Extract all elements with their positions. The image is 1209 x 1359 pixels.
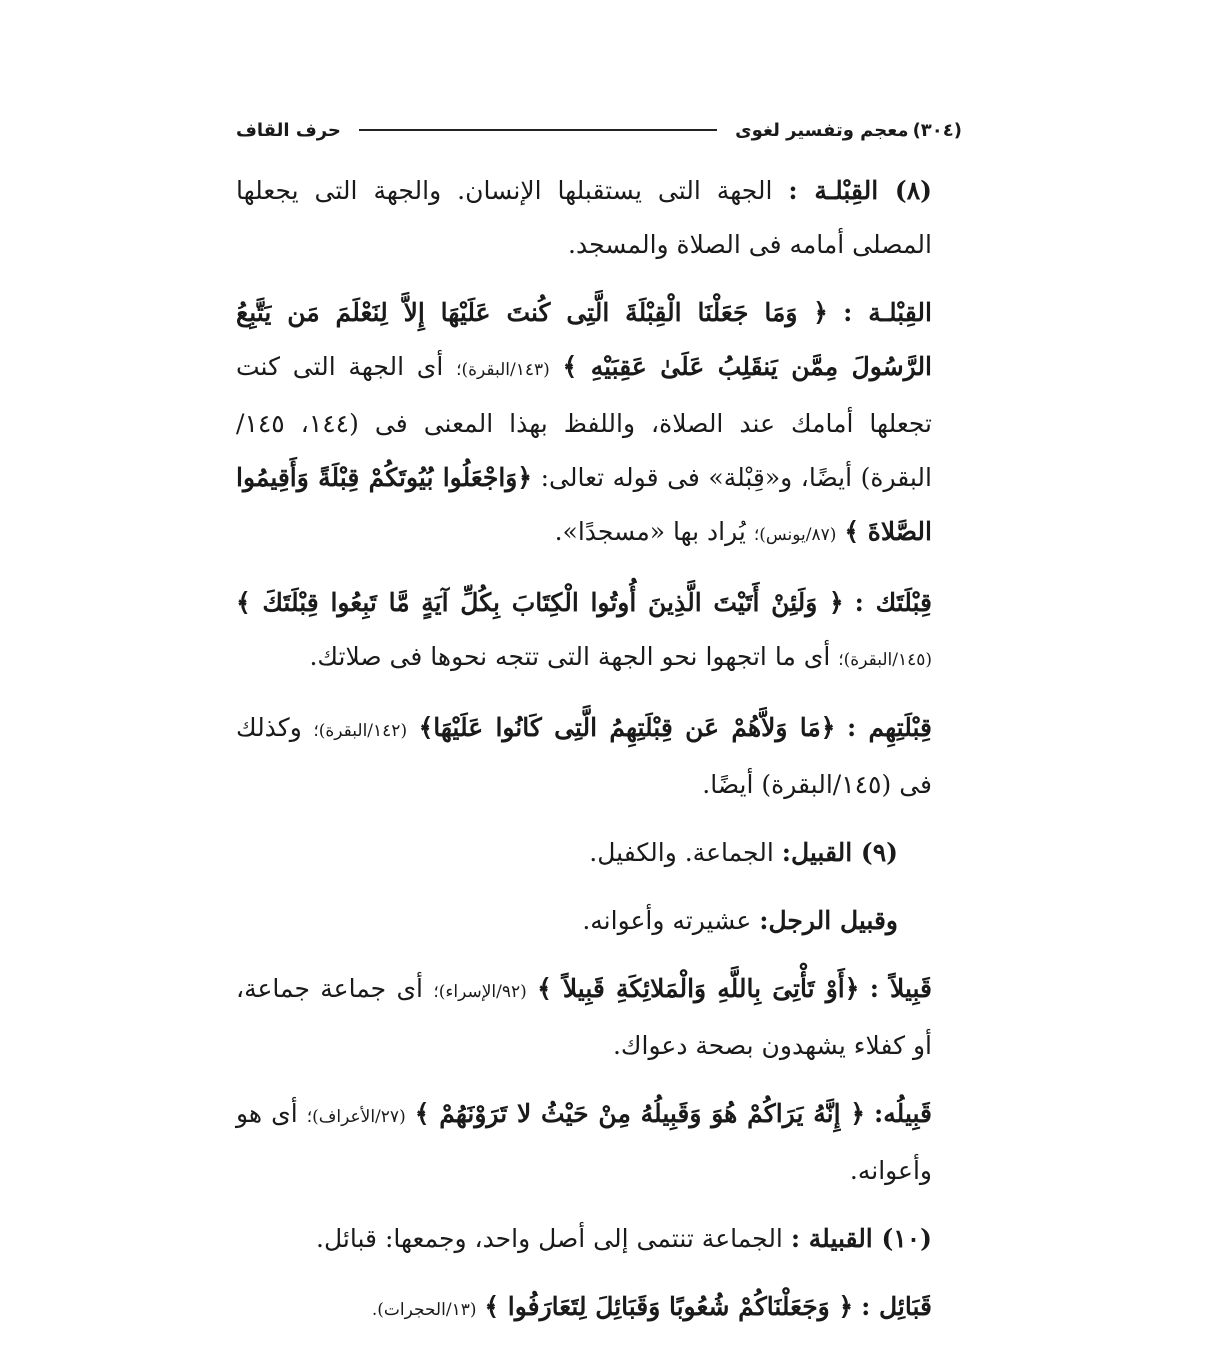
entry-text: عشيرته وأعوانه. — [582, 906, 752, 935]
book-title: معجم وتفسير لغوى — [735, 119, 909, 141]
quran-verse: ﴿أَوْ تَأْتِىَ بِاللَّهِ وَالْمَلائِكَةِ قَبِيلاً ﴾ — [537, 974, 860, 1003]
section-title: حرف القاف — [236, 119, 341, 141]
entry-term: قَبِيلُه: — [874, 1099, 932, 1128]
entry-9 — [236, 826, 962, 880]
verse-reference: (٨٧/يونس)؛ — [753, 525, 837, 545]
header-rule — [359, 129, 717, 131]
header-right — [735, 120, 962, 141]
entry-qabail — [236, 1280, 962, 1337]
quran-verse: ﴿ وَمَا جَعَلْنَا الْقِبْلَةَ الَّتِى كُنتَ عَلَيْهَا إِلاَّ لِنَعْلَمَ مَن يَتَّبِعُ الرَّسُولَ مِمَّن يَنقَلِبُ عَلَىٰ عَقِبَيْهِ ﴾ — [236, 298, 933, 381]
entry-text: يُراد بها «مسجدًا». — [554, 517, 746, 546]
page-number: (٣٠٤) — [912, 119, 962, 141]
quran-verse: ﴿وَاجْعَلُوا بُيُوتَكُمْ قِبْلَةً وَأَقِيمُوا الصَّلاةَ ﴾ — [236, 463, 932, 546]
entry-qibla — [236, 286, 962, 562]
entry-text: أى جماعة جماعة، أو كفلاء يشهدون بصحة دعواك. — [236, 974, 932, 1060]
entry-text: الجماعة. والكفيل. — [589, 838, 774, 867]
entry-qabil-rajul — [236, 894, 962, 948]
entry-term: (٨) القِبْلـة : — [788, 176, 932, 205]
entry-text: أى ما اتجهوا نحو الجهة التى تتجه نحوها فى صلاتك. — [309, 642, 831, 671]
quran-verse: ﴿ إِنَّهُ يَرَاكُمْ هُوَ وَقَبِيلُهُ مِنْ حَيْثُ لا تَرَوْنَهُمْ ﴾ — [414, 1099, 865, 1128]
entry-qabilan — [236, 962, 962, 1073]
quran-verse: ﴿ وَجَعَلْنَاكُمْ شُعُوبًا وَقَبَائِلَ لِتَعَارَفُوا ﴾ — [484, 1292, 854, 1321]
verse-reference: (١٤٣/البقرة)؛ — [456, 360, 550, 380]
entry-qiblatihim — [236, 701, 962, 812]
entry-term: قِبْلَتِهِم : — [847, 713, 933, 742]
verse-reference: (١٤٥/البقرة)؛ — [838, 650, 932, 670]
entry-term: القِبْلـة : — [843, 298, 932, 327]
entry-text: أى هو وأعوانه. — [236, 1099, 932, 1185]
entry-term: قِبْلَتَك : — [854, 588, 932, 617]
entry-text: الجماعة تنتمى إلى أصل واحد، وجمعها: قبائل. — [316, 1224, 783, 1253]
document-page — [236, 110, 962, 1337]
quran-verse: ﴿ وَلَئِنْ أَتَيْتَ الَّذِينَ أُوتُوا الْكِتَابَ بِكُلِّ آيَةٍ مَّا تَبِعُوا قِبْلَتَكَ ﴾ — [236, 588, 844, 617]
page-header — [236, 110, 962, 150]
quran-verse: ﴿مَا وَلاَّهُمْ عَن قِبْلَتِهِمُ الَّتِى كَانُوا عَلَيْهَا﴾ — [418, 713, 836, 742]
entry-qiblatak — [236, 576, 962, 687]
entry-text: وكذلك فى (١٤٥/البقرة) أيضًا. — [236, 713, 932, 799]
entry-term: قَبَائِل : — [861, 1292, 932, 1321]
verse-reference: (١٤٢/البقرة)؛ — [313, 721, 408, 741]
entry-term: (١٠) القبيلة : — [790, 1224, 932, 1253]
verse-reference: (٩٢/الإسراء)؛ — [433, 982, 527, 1002]
entry-term: (٩) القبيل: — [781, 838, 898, 867]
entry-term: قَبِيلاً : — [869, 974, 933, 1003]
entry-qabiluhu — [236, 1087, 962, 1198]
verse-reference: (٢٧/الأعراف)؛ — [306, 1107, 406, 1127]
entry-term: وقبيل الرجل: — [759, 906, 898, 935]
entry-text: الجهة التى يستقبلها الإنسان. والجهة التى يجعلها المصلى أمامه فى الصلاة والمسجد. — [236, 176, 932, 259]
entry-8 — [236, 164, 962, 272]
entry-text: أى الجهة التى كنت تجعلها أمامك عند الصلاة، واللفظ بهذا المعنى فى (١٤٤، ١٤٥/ البقرة) أيضًا، و«قِبْلة» فى قوله تعالى: — [236, 352, 933, 492]
verse-reference: (١٣/الحجرات). — [371, 1300, 477, 1320]
entry-10 — [236, 1212, 962, 1266]
